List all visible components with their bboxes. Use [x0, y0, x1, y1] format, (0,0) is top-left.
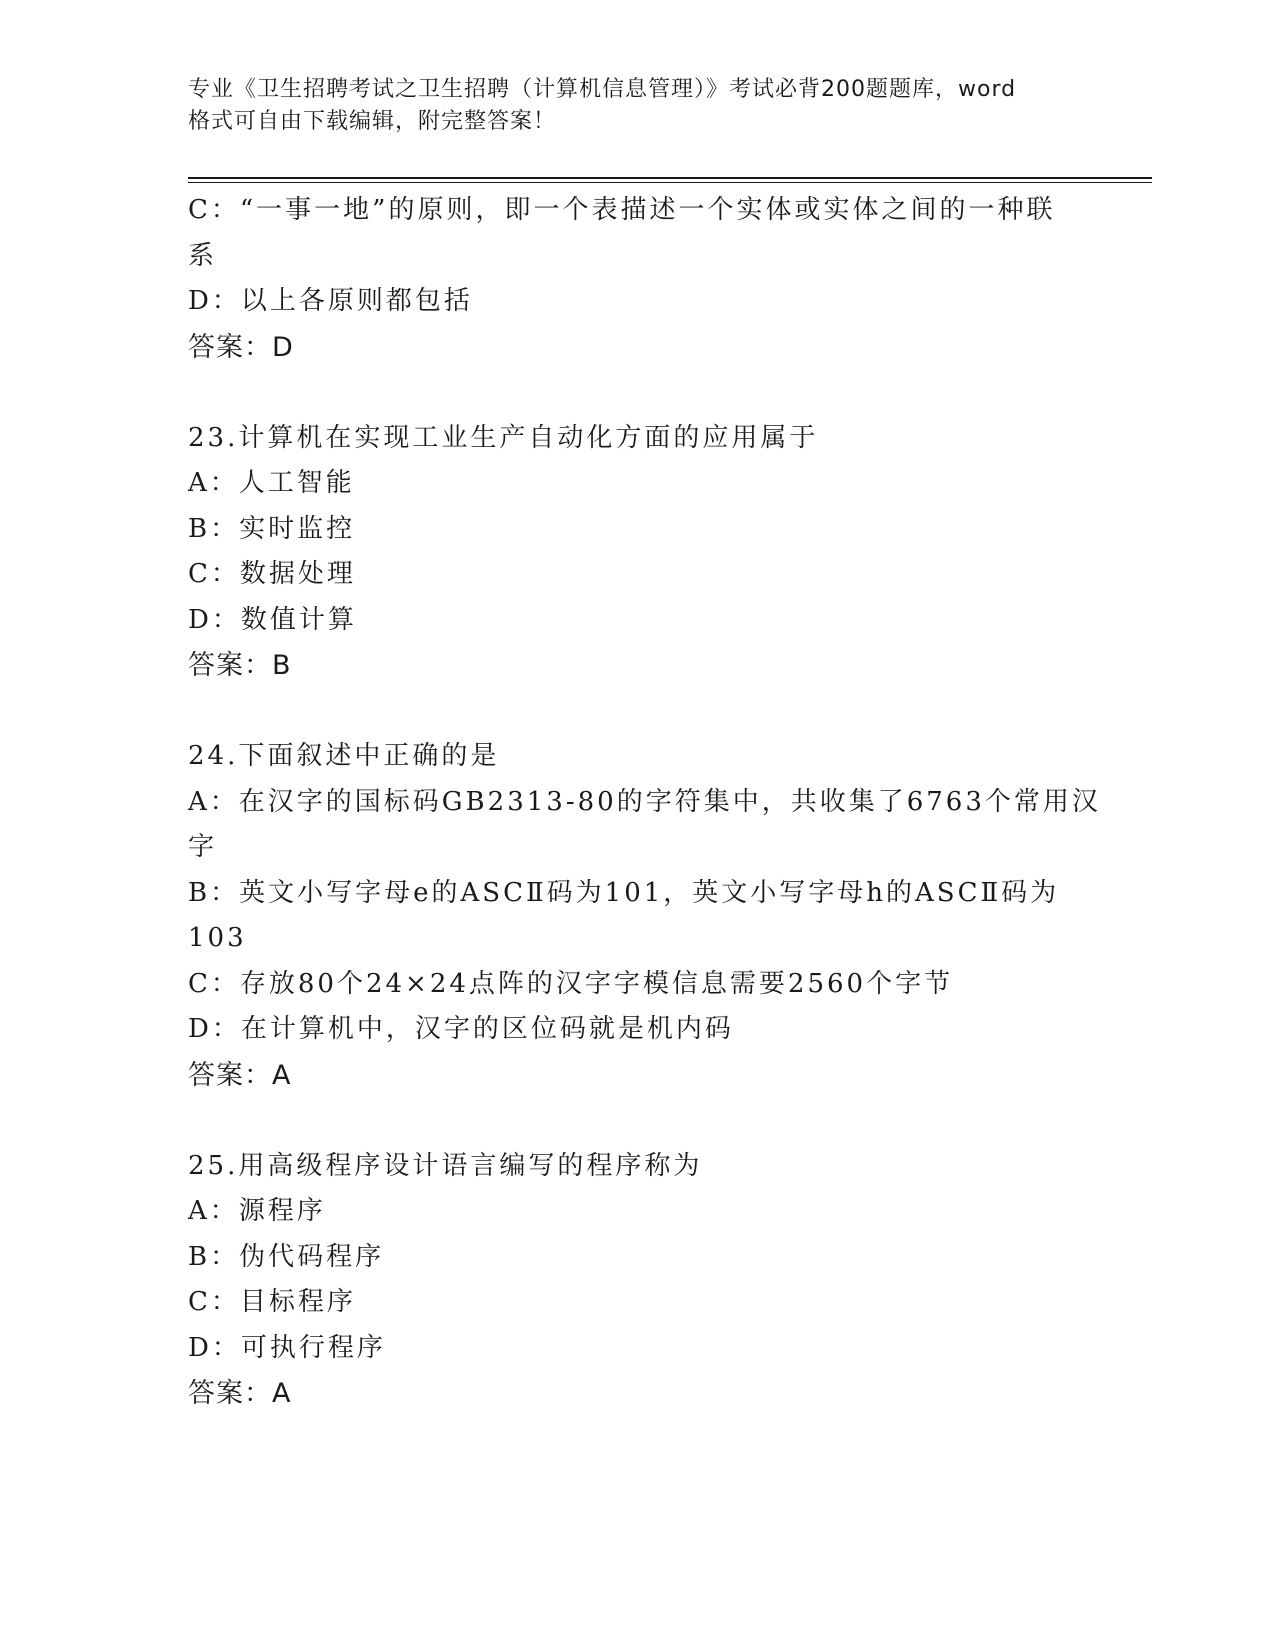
header-divider-thick	[188, 177, 1152, 179]
option-d: D：可执行程序	[188, 1332, 386, 1363]
option-d: D：以上各原则都包括	[188, 286, 473, 316]
question-body	[188, 188, 1101, 1417]
answer-23: 答案：B	[188, 650, 292, 681]
answer-22: 答案：D	[188, 331, 294, 363]
option-b-line-1: B：英文小写字母e的ASCⅡ码为101，英文小写字母h的ASCⅡ码为	[188, 877, 1060, 908]
question-24	[188, 734, 1101, 1098]
option-c: C：目标程序	[188, 1287, 356, 1317]
answer-24: 答案：A	[188, 1059, 292, 1091]
header-divider-thin	[188, 182, 1152, 183]
question-stem: 25.用高级程序设计语言编写的程序称为	[188, 1150, 703, 1181]
option-c: C：数据处理	[188, 559, 356, 589]
option-c-line-2: 系	[188, 240, 218, 271]
option-d: D：数值计算	[188, 604, 357, 635]
header-line-1: 专业《卫生招聘考试之卫生招聘（计算机信息管理）》考试必背200题题库，word	[188, 77, 1017, 102]
question-stem: 23.计算机在实现工业生产自动化方面的应用属于	[188, 422, 819, 453]
option-a: A：人工智能	[188, 468, 355, 498]
option-b: B：实时监控	[188, 513, 356, 544]
question-spacer	[188, 370, 1068, 416]
question-25	[188, 1144, 1068, 1417]
option-c: C：存放80个24×24点阵的汉字字模信息需要2560个字节	[188, 968, 954, 999]
question-spacer	[188, 689, 1068, 735]
option-a: A：源程序	[188, 1196, 326, 1226]
header-line-2: 格式可自由下载编辑，附完整答案！	[188, 109, 557, 134]
question-23	[188, 416, 1068, 689]
option-b: B：伪代码程序	[188, 1241, 385, 1272]
question-22-tail	[188, 188, 1068, 370]
option-a-line-2: 字	[188, 832, 218, 862]
option-d: D：在计算机中，汉字的区位码就是机内码	[188, 1014, 734, 1044]
document-header	[188, 74, 1108, 138]
option-b-line-2: 103	[188, 923, 247, 953]
option-c-line-1: C：“一事一地”的原则，即一个表描述一个实体或实体之间的一种联	[188, 195, 1056, 225]
question-spacer	[188, 1098, 1068, 1144]
option-a-line-1: A：在汉字的国标码GB2313-80的字符集中，共收集了6763个常用汉	[188, 786, 1101, 817]
question-stem: 24.下面叙述中正确的是	[188, 741, 500, 771]
answer-25: 答案：A	[188, 1378, 292, 1409]
